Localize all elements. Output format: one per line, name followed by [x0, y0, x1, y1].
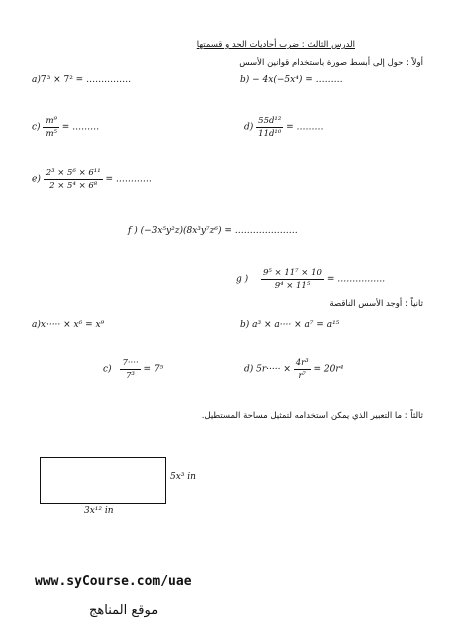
label: a): [32, 320, 41, 330]
problem-2c: [103, 358, 163, 381]
numerator: 9⁵ × 11⁷ × 10: [263, 268, 322, 278]
section3-heading: ثالثاً : ما التعبير الذي يمكن استخدامه لتمثيل مساحة المستطيل.: [201, 411, 423, 421]
problem-2d: [244, 358, 343, 381]
problem-1e: [32, 168, 152, 191]
answer-blank: = ………: [286, 122, 324, 133]
expression: (−3x⁵y²z)(8x³y⁷z⁶) = …………………: [140, 226, 298, 236]
footer-site-name: موقع المناهج: [89, 603, 159, 618]
answer-blank: = ………: [61, 122, 100, 133]
label: a): [32, 75, 41, 85]
result: = 20r⁴: [313, 364, 344, 375]
numerator: 2³ × 5⁶ × 6¹¹: [45, 168, 101, 178]
denominator: 11d¹⁰: [258, 129, 282, 139]
label: c): [32, 122, 41, 133]
fraction: [44, 168, 103, 191]
label: b): [240, 75, 250, 85]
label: g ): [236, 274, 249, 285]
footer-url: www.syCourse.com/uae: [35, 574, 192, 589]
lesson-title: الدرس الثالث : ضرب أحاديات الحد و قسمتها: [196, 40, 355, 50]
problem-1c: [32, 116, 99, 139]
numerator: 7····: [122, 358, 139, 368]
expression: a³ × a···· × a⁷ = a¹⁵: [252, 320, 340, 330]
expression: − 4x(−5x⁴) = ………: [252, 75, 343, 85]
answer-blank: = …………….: [326, 274, 386, 285]
rectangle-side-label: 5x³ in: [170, 472, 196, 482]
problem-1g: [236, 268, 385, 291]
label: f ): [128, 226, 138, 236]
problem-2b: [240, 320, 339, 330]
label: c): [103, 364, 112, 375]
prefix: 5r····· ×: [256, 364, 291, 375]
problem-2a: [32, 320, 104, 330]
fraction: [261, 268, 324, 291]
denominator: 9⁴ × 11⁵: [274, 281, 311, 291]
denominator: 2 × 5⁴ × 6⁸: [49, 181, 98, 191]
label: e): [32, 174, 41, 185]
problem-1d: [244, 116, 324, 139]
problem-1f: [128, 226, 298, 236]
numerator: m⁹: [45, 116, 57, 126]
denominator: 7³: [126, 371, 135, 381]
fraction: [120, 358, 140, 381]
result: = 7⁵: [143, 364, 164, 375]
problem-1b: [240, 75, 343, 85]
fraction: [256, 116, 283, 139]
section2-heading: ثانياً : أوجد الأسس الناقصة: [329, 299, 423, 309]
label: b): [240, 320, 250, 330]
expression: 7³ × 7² = ……………: [40, 75, 132, 85]
fraction: [43, 116, 58, 139]
rectangle-bottom-label: 3x¹² in: [84, 506, 114, 516]
fraction: [294, 358, 311, 381]
denominator: r⁷: [298, 371, 306, 381]
label: d): [244, 122, 254, 133]
answer-blank: = …………: [105, 174, 152, 185]
rectangle-figure: [40, 457, 166, 504]
denominator: m⁵: [45, 129, 57, 139]
label: d): [244, 364, 254, 375]
numerator: 4r³: [295, 358, 309, 368]
numerator: 55d¹²: [258, 116, 282, 126]
section1-heading: أولاً : حول إلى أبسط صورة باستخدام قوانين الأسس: [239, 58, 423, 68]
expression: x····· × x⁶ = x⁹: [40, 320, 105, 330]
problem-1a: [32, 75, 131, 85]
